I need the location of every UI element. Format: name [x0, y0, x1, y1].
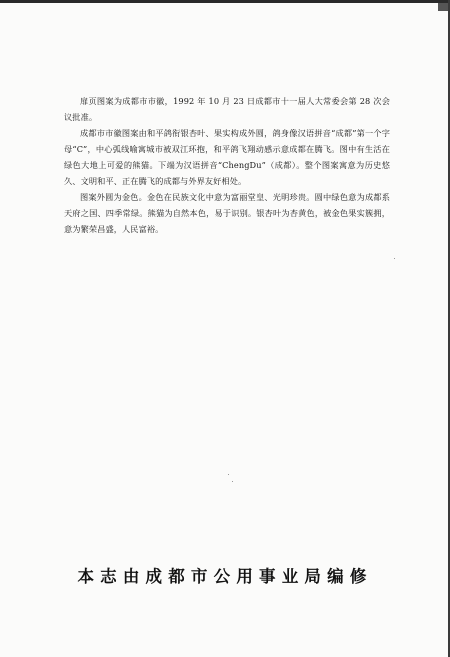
- compiler-credit: 本志由成都市公用事业局编修: [77, 567, 373, 586]
- paragraph-approval: 扉页图案为成都市市徽，1992 年 10 月 23 日成都市十一届人大常委会第 28 次会议批准。: [64, 96, 390, 122]
- scan-border-top: [0, 0, 450, 3]
- scan-corner-mark: [438, 3, 448, 11]
- scan-speck: [394, 258, 395, 259]
- paragraph-emblem-design: 成都市市徽图案由和平鸽衔银杏叶、果实构成外圆，鸽身像汉语拼音“成都”第一个字母“C”，中心弧线喻寓城市被双江环抱，和平鸽飞翔动感示意成都在腾飞。图中有生活在绿色大地上可爱的熊猫。下端为汉语拼音“ChengDu”（成都）。整个图案寓意为历史悠久、文明和平、正在腾飞的成都与外界友好相处。: [64, 128, 390, 186]
- paragraph-emblem-colors: 图案外圆为金色。金色在民族文化中意为富丽堂皇、光明珍贵。圆中绿色意为成都系天府之国、四季常绿。熊猫为自然本色，易于识别。银杏叶为杏黄色，被金色果实簇拥，意为繁荣昌盛，人民富裕。: [64, 192, 390, 234]
- emblem-description: [64, 93, 390, 237]
- scan-speck: [228, 474, 229, 475]
- scan-speck: [232, 481, 233, 482]
